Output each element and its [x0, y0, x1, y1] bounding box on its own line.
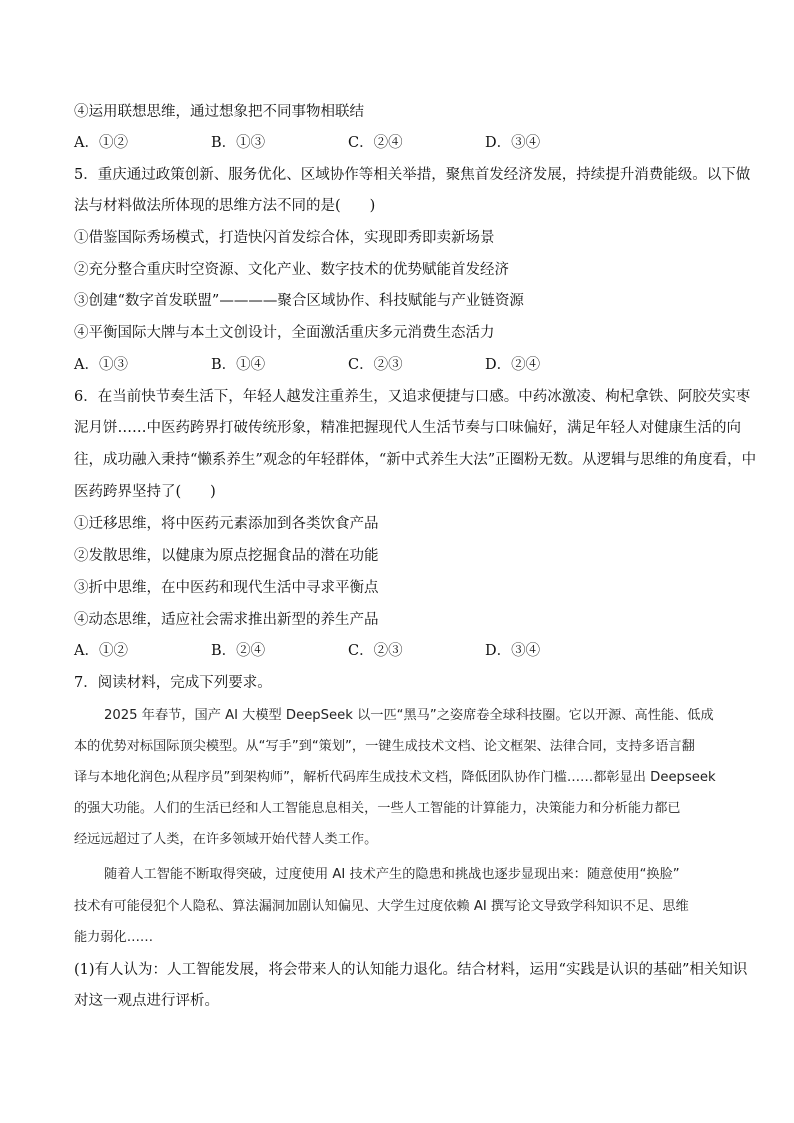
q6-option-c: C．②③: [348, 643, 403, 659]
q4-option-d: D．③④: [485, 135, 541, 151]
q7-material-p2-line-1: 随着人工智能不断取得突破，过度使用 AI 技术产生的隐患和挑战也逐步显现出来：随意使用“换脸”: [104, 867, 680, 882]
q7-material-p2-line-2: 技术有可能侵犯个人隐私、算法漏洞加剧认知偏见、大学生过度依赖 AI 撰写论文导致学科知识不足、思维: [74, 899, 689, 914]
q6-item-1: ①迁移思维，将中医药元素添加到各类饮食产品: [74, 516, 379, 532]
q6-item-2: ②发散思维，以健康为原点挖掘食品的潜在功能: [74, 548, 379, 564]
q5-item-2: ②充分整合重庆时空资源、文化产业、数字技术的优势赋能首发经济: [74, 262, 509, 278]
q5-option-b: B．①④: [211, 357, 266, 373]
q7-sub1-line-1: (1)有人认为：人工智能发展，将会带来人的认知能力退化。结合材料，运用“实践是认识的基础”相关知识: [74, 962, 748, 978]
q5-option-d: D．②④: [485, 357, 541, 373]
q6-item-4: ④动态思维，适应社会需求推出新型的养生产品: [74, 612, 379, 628]
q4-option-a: A．①②: [74, 135, 128, 151]
q7-material-p1-line-4: 的强大功能。人们的生活已经和人工智能息息相关，一些人工智能的计算能力，决策能力和分析能力都已: [74, 801, 681, 816]
q7-material-p1-line-2: 本的优势对标国际顶尖模型。从“写手”到“策划”，一键生成技术文档、论文框架、法律合同，支持多语言翻: [74, 739, 695, 754]
q4-option-b: B．①③: [211, 135, 266, 151]
q6-item-3: ③折中思维，在中医药和现代生活中寻求平衡点: [74, 580, 379, 596]
q7-stem: 7．阅读材料，完成下列要求。: [74, 675, 272, 691]
q5-stem-line-2: 法与材料做法所体现的思维方法不同的是( ): [74, 198, 376, 214]
q7-material-p1-line-1: 2025 年春节，国产 AI 大模型 DeepSeek 以一匹“黑马”之姿席卷全球科技圈。它以开源、高性能、低成: [104, 708, 714, 723]
q6-stem-line-1: 6．在当前快节奏生活下，年轻人越发注重养生，又追求便捷与口感。中药冰激凌、枸杞拿铁、阿胶芡实枣: [74, 389, 751, 405]
q5-item-1: ①借鉴国际秀场模式，打造快闪首发综合体，实现即秀即卖新场景: [74, 230, 495, 246]
q5-item-3: ③创建“数字首发联盟”————聚合区域协作、科技赋能与产业链资源: [74, 293, 524, 309]
q4-option-c: C．②④: [348, 135, 403, 151]
q4-item-4: ④运用联想思维，通过想象把不同事物相联结: [74, 104, 364, 120]
q5-item-4: ④平衡国际大牌与本土文创设计，全面激活重庆多元消费生态活力: [74, 325, 495, 341]
q6-option-d: D．③④: [485, 643, 541, 659]
q7-material-p2-line-3: 能力弱化……: [74, 930, 154, 945]
q5-stem-line-1: 5．重庆通过政策创新、服务优化、区域协作等相关举措，聚焦首发经济发展，持续提升消费能级。以下做: [74, 167, 751, 183]
q7-sub1-line-2: 对这一观点进行评析。: [74, 993, 219, 1009]
q7-material-p1-line-3: 译与本地化润色;从程序员”到架构师”，解析代码库生成技术文档，降低团队协作门槛……都彰显出 Deepseek: [74, 770, 716, 785]
q6-stem-line-2: 泥月饼……中医药跨界打破传统形象，精准把握现代人生活节奏与口味偏好，满足年轻人对健康生活的向: [74, 420, 741, 436]
q6-stem-line-4: 医药跨界坚持了( ): [74, 484, 216, 500]
q5-option-a: A．①③: [74, 357, 128, 373]
q6-option-a: A．①②: [74, 643, 128, 659]
q6-stem-line-3: 往，成功融入秉持“懒系养生”观念的年轻群体，“新中式养生大法”正圈粉无数。从逻辑与思维的角度看，中: [74, 452, 757, 468]
q5-option-c: C．②③: [348, 357, 403, 373]
q7-material-p1-line-5: 经远远超过了人类，在许多领域开始代替人类工作。: [74, 832, 378, 847]
q6-option-b: B．②④: [211, 643, 266, 659]
